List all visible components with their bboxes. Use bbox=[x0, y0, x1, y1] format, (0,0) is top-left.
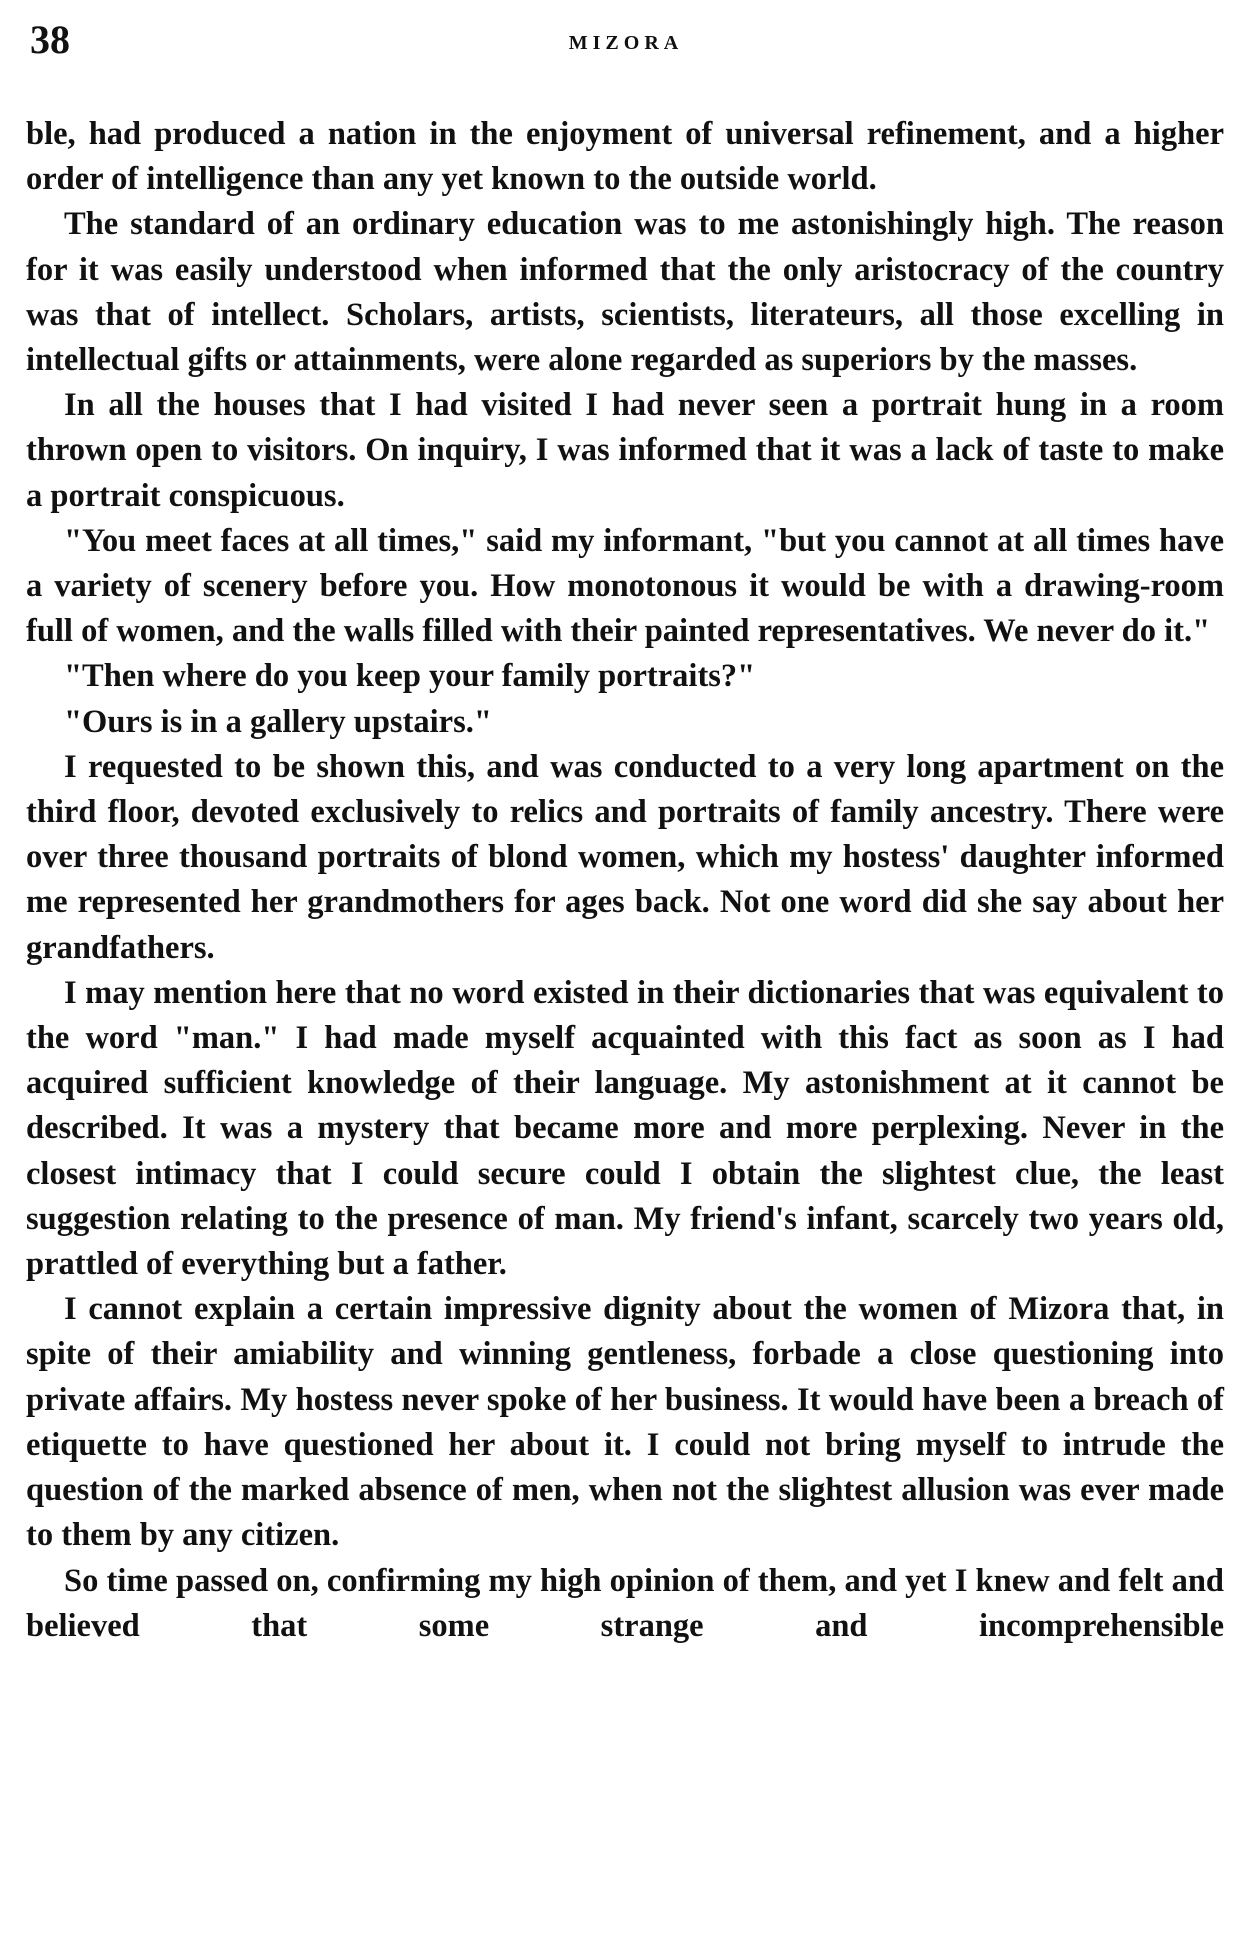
body-text bbox=[26, 112, 1224, 1649]
paragraph: I requested to be shown this, and was conducted to a very long apartment on the third floor, devoted exclusively to relics and portraits of family ancestry. There were over three thousand portraits of blond women, which my hostess' daughter informed me represented her grandmothers for ages back. Not one word did she say about her grandfathers. bbox=[26, 748, 1224, 966]
paragraph: I may mention here that no word existed in their dictionaries that was equivalent to the word "man." I had made myself acquainted with this fact as soon as I had acquired sufficient knowledge of their language. My astonishment at it cannot be described. It was a mystery that became more and more perplexing. Never in the closest intimacy that I could secure could I obtain the slightest clue, the least suggestion relating to the presence of man. My friend's infant, scarcely two years old, prattled of everything but a father. bbox=[26, 974, 1224, 1283]
paragraph: "Then where do you keep your family portraits?" bbox=[64, 658, 756, 695]
running-title: MIZORA bbox=[568, 32, 684, 54]
paragraph: In all the houses that I had visited I had never seen a portrait hung in a room thrown open to visitors. On inquiry, I was informed that it was a lack of taste to make a portrait conspicuous. bbox=[26, 387, 1224, 514]
paragraph: The standard of an ordinary education was to me astonishingly high. The reason for it was easily understood when informed that the only aristocracy of the country was that of intellect. Scholars, artists, scientists, literateurs, all those excelling in intellectual gifts or attainments, were alone regarded as superiors by the masses. bbox=[26, 206, 1224, 379]
paragraph: I cannot explain a certain impressive dignity about the women of Mizora that, in spite of their amiability and winning gentleness, forbade a close questioning into private affairs. My hostess never spoke of her business. It would have been a breach of etiquette to have questioned her about it. I could not bring myself to intrude the question of the marked absence of men, when not the slightest allusion was ever made to them by any citizen. bbox=[26, 1291, 1224, 1554]
paragraph: ble, had produced a nation in the enjoyment of universal refinement, and a higher order of intelligence than any yet known to the outside world. bbox=[26, 116, 1224, 198]
page-number: 38 bbox=[30, 17, 70, 62]
paragraph: "Ours is in a gallery upstairs." bbox=[64, 703, 492, 740]
paragraph: "You meet faces at all times," said my informant, "but you cannot at all times have a variety of scenery before you. How monotonous it would be with a drawing-room full of women, and the walls filled with their painted representatives. We never do it." bbox=[26, 522, 1224, 650]
paragraph: So time passed on, confirming my high opinion of them, and yet I knew and felt and believed that some strange and incomprehensible bbox=[26, 1562, 1224, 1644]
